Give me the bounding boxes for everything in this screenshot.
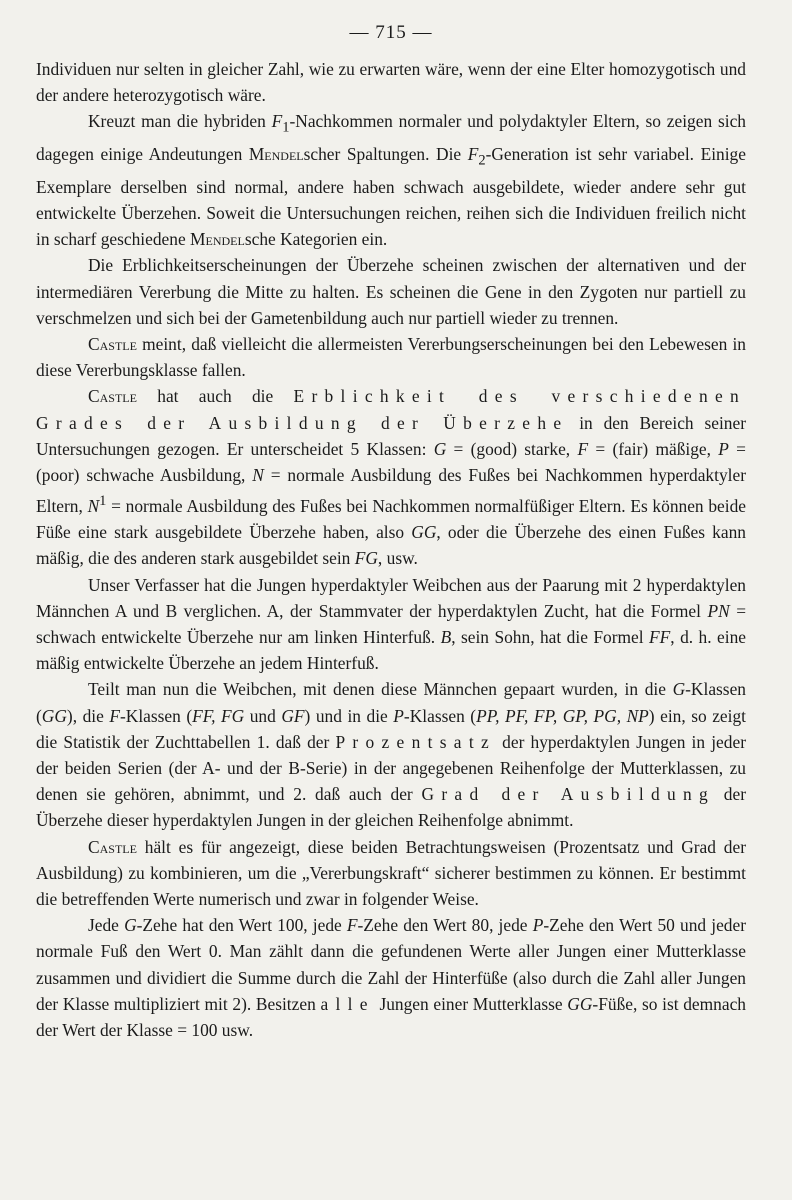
paragraph-4: Castle meint, daß vielleicht die allermeisten Vererbungserscheinungen bei den Lebewesen in diese Vererbungsklasse fallen. xyxy=(36,333,746,381)
author-name-mendel: Mendel xyxy=(248,144,304,165)
paragraph-3: Die Erblichkeitserscheinungen der Überzehe scheinen zwischen der alternativen und der intermediären Vererbung die Mitte zu halten. Es scheinen die Gene in den Zygoten nur partiell zu verschmelzen und sich bei der Gametenbildung auch nur partiell wieder zu trennen. xyxy=(36,255,746,328)
author-name-castle: Castle xyxy=(88,386,137,407)
paragraph-2: Kreuzt man die hybriden $F_1$-Nachkommen normaler und polydaktyler Eltern, so zeigen sich dagegen einige Andeutungen Mendelscher Spaltungen. Die $F_2$-Generation ist sehr variabel. Einige Exemplare derselben sind normal, andere haben schwach ausgebildete, wieder andere sehr gut entwickelte Überzehen. Soweit die Untersuchungen reichen, reihen sich die Individuen freilich nicht in scharf geschiedene Mendelsche Kategorien ein. xyxy=(36,111,746,250)
paragraph-6: Unser Verfasser hat die Jungen hyperdaktyler Weibchen aus der Paarung mit 2 hyperdaktylen Männchen A und B verglichen. A, der Stammvater der hyperdaktylen Zucht, hat die Formel PN = schwach entwickelte Überzehe nur am linken Hinterfuß. B, sein Sohn, hat die Formel FF, d. h. eine mäßig entwickelte Überzehe an jedem Hinterfuß. xyxy=(36,574,746,674)
paragraph-7: Teilt man nun die Weibchen, mit denen diese Männchen gepaart wurden, in die G-Klassen (GG), die F-Klassen (FF, FG und GF) und in die P-Klassen (PP, PF, FP, GP, PG, NP) ein, so zeigt die Statistik der Zuchttabellen 1. daß der Prozentsatz der hyperdaktylen Jungen in jeder der beiden Serien (der A- und der B-Serie) in der angegebenen Reihenfolge der Mutterklassen, zu denen sie gehören, abnimmt, und 2. daß auch der Grad der Ausbildung der Überzehe dieser hyperdaktylen Jungen in der gleichen Reihenfolge abnimmt. xyxy=(36,679,747,831)
spaced-emphasis: Erblichkeit des verschiedenen Grades der Ausbildung der Überzehe xyxy=(36,386,746,433)
page-shadow xyxy=(0,1120,792,1200)
spaced-emphasis: alle xyxy=(320,993,375,1014)
spaced-emphasis: Prozentsatz xyxy=(335,731,497,752)
paragraph-1: Individuen nur selten in gleicher Zahl, wie zu erwarten wäre, wenn der eine Elter homozygotisch und der andere heterozygotisch wäre. xyxy=(36,59,746,106)
subscript-f2: 2 xyxy=(478,152,486,169)
paragraph-8: Castle hält es für angezeigt, diese beiden Betrachtungsweisen (Prozentsatz und Grad der Ausbildung) zu kombinieren, um die „Vererbungskraft“ sicherer bestimmen zu können. Er bestimmt die betreffenden Werte numerisch und zwar in folgender Weise. xyxy=(36,836,746,910)
author-name-castle: Castle xyxy=(88,836,137,857)
page-number: — 715 — xyxy=(349,22,433,43)
superscript-n1: 1 xyxy=(99,493,107,510)
paragraph-9: Jede G-Zehe hat den Wert 100, jede F-Zehe den Wert 80, jede P-Zehe den Wert 50 und jeder normale Fuß den Wert 0. Man zählt dann die gefundenen Werte aller Jungen einer Mutterklasse zusammen und dividiert die Summe durch die Zahl der Hinterfüße (also durch die Zahl aller Jungen der Klasse multipliziert mit 2). Besitzen alle Jungen einer Mutterklasse GG-Füße, so ist demnach der Wert der Klasse = 100 usw. xyxy=(36,915,747,1041)
subscript-f1: 1 xyxy=(282,119,290,136)
paragraph-5: Castle hat auch die Erblichkeit des verschiedenen Grades der Ausbildung der Überzehe in den Bereich seiner Untersuchungen gezogen. Er unterscheidet 5 Klassen: G = (good) starke, F = (fair) mäßige, P = (poor) schwache Ausbildung, N = normale Ausbildung des Fußes bei Nachkommen hyperdaktyler Eltern, $N^1$ = normale Ausbildung des Fußes bei Nachkommen normalfüßiger Eltern. Es können beide Füße eine stark ausgebildete Überzehe haben, also GG, oder die Überzehe des einen Fußes kann mäßig, die des anderen stark ausgebildet sein FG, usw. xyxy=(36,386,746,569)
spaced-emphasis: Grad der Ausbildung xyxy=(421,784,716,805)
author-name-castle: Castle xyxy=(88,333,137,354)
author-name-mendel: Mendel xyxy=(190,229,245,250)
